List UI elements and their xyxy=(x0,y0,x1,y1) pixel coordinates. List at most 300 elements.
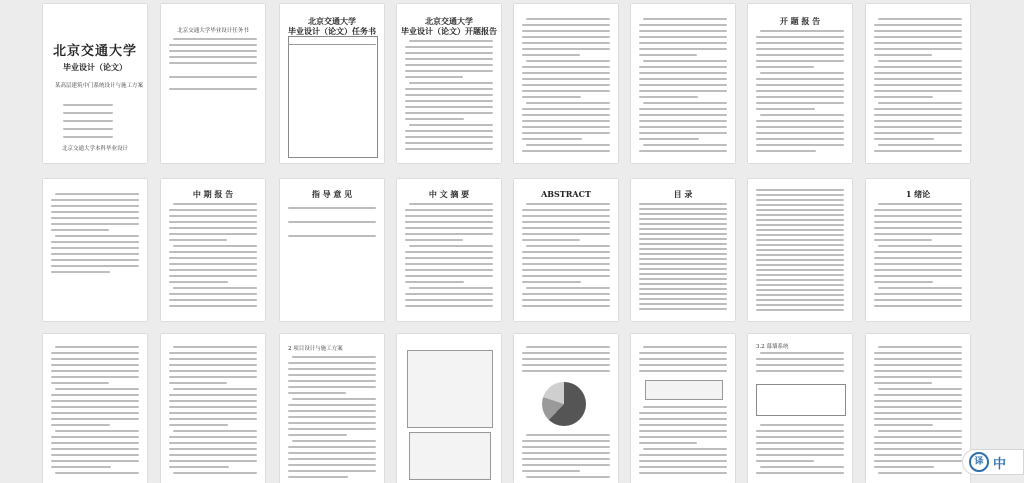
text-line xyxy=(522,370,610,372)
text-line xyxy=(405,305,493,307)
text-line xyxy=(639,108,727,110)
drawing-figure xyxy=(409,432,491,480)
text-line xyxy=(874,305,962,307)
text-line xyxy=(756,78,844,80)
text-line xyxy=(169,263,257,265)
text-line xyxy=(878,346,962,348)
text-line xyxy=(51,436,139,438)
text-line xyxy=(405,130,493,132)
text-line xyxy=(522,30,610,32)
text-line xyxy=(874,352,962,354)
text-line xyxy=(51,217,139,219)
text-line xyxy=(874,138,934,140)
text-line xyxy=(639,454,727,456)
text-line xyxy=(288,235,376,237)
text-line xyxy=(639,78,727,80)
text-line xyxy=(522,364,610,366)
text-line xyxy=(288,458,376,460)
text-line xyxy=(169,436,257,438)
page-thumbnail[interactable] xyxy=(280,334,384,483)
text-line xyxy=(169,376,257,378)
text-line xyxy=(405,281,464,283)
text-line xyxy=(169,233,257,235)
text-line xyxy=(874,275,962,277)
text-line xyxy=(639,258,727,260)
text-line xyxy=(169,448,257,450)
text-line xyxy=(522,126,610,128)
text-line xyxy=(639,30,727,32)
text-line xyxy=(51,271,110,273)
text-line xyxy=(643,102,727,104)
text-line xyxy=(874,30,962,32)
text-line xyxy=(639,412,727,414)
text-line xyxy=(639,213,727,215)
text-line xyxy=(878,18,962,20)
text-line xyxy=(55,430,139,432)
text-line xyxy=(405,299,493,301)
text-line xyxy=(522,440,610,442)
text-line xyxy=(169,406,257,408)
text-line xyxy=(526,144,610,146)
text-line xyxy=(405,257,493,259)
text-line xyxy=(522,233,610,235)
text-line xyxy=(639,42,727,44)
page-text: 2 项目设计与施工方案 xyxy=(288,346,343,352)
text-line xyxy=(639,96,698,98)
text-line xyxy=(874,36,962,38)
page-thumbnail[interactable] xyxy=(631,4,735,163)
text-line xyxy=(643,144,727,146)
text-line xyxy=(169,442,257,444)
text-line xyxy=(639,248,727,250)
text-line xyxy=(756,436,844,438)
table-rule xyxy=(288,44,376,45)
text-line xyxy=(288,452,376,454)
page-text: 毕业设计（论文）开题报告 xyxy=(401,26,497,36)
text-line xyxy=(51,253,139,255)
text-line xyxy=(169,394,257,396)
page-thumbnail[interactable] xyxy=(514,4,618,163)
text-line xyxy=(55,388,139,390)
text-line xyxy=(639,48,727,50)
text-line xyxy=(874,382,932,384)
text-line xyxy=(878,287,962,289)
page-thumbnail[interactable] xyxy=(866,334,970,483)
text-line xyxy=(756,294,844,296)
text-line xyxy=(639,263,727,265)
text-line xyxy=(405,209,493,211)
text-line xyxy=(639,66,727,68)
text-line xyxy=(169,299,257,301)
page-text: 3.2 幕墙系统 xyxy=(756,344,789,350)
text-line xyxy=(878,245,962,247)
text-line xyxy=(756,42,844,44)
text-line xyxy=(522,120,610,122)
text-line xyxy=(760,352,844,354)
text-line xyxy=(874,24,962,26)
page-thumbnail[interactable] xyxy=(161,4,265,163)
text-line xyxy=(756,60,844,62)
text-line xyxy=(760,424,844,426)
text-line xyxy=(405,118,464,120)
text-line xyxy=(169,400,257,402)
text-line xyxy=(405,239,463,241)
text-line xyxy=(756,48,844,50)
text-line xyxy=(874,90,962,92)
text-line xyxy=(288,422,376,424)
text-line xyxy=(639,288,727,290)
text-line xyxy=(756,244,844,246)
text-line xyxy=(874,42,962,44)
text-line xyxy=(288,221,376,223)
text-line xyxy=(51,418,139,420)
text-line xyxy=(878,388,962,390)
text-line xyxy=(756,430,844,432)
text-line xyxy=(288,374,376,376)
text-line xyxy=(288,362,376,364)
text-line xyxy=(522,72,610,74)
text-line xyxy=(522,84,610,86)
text-line xyxy=(405,70,493,72)
text-line xyxy=(639,283,727,285)
text-line xyxy=(169,56,257,58)
text-line xyxy=(756,36,844,38)
text-line xyxy=(639,90,727,92)
text-line xyxy=(639,84,727,86)
text-line xyxy=(643,60,727,62)
page-thumbnail[interactable] xyxy=(280,179,384,321)
text-line xyxy=(756,126,844,128)
page-thumbnail[interactable] xyxy=(631,334,735,483)
text-line xyxy=(55,346,139,348)
text-line xyxy=(522,239,580,241)
drawing-figure xyxy=(407,350,493,428)
text-line xyxy=(756,460,814,462)
text-line xyxy=(169,215,257,217)
text-line xyxy=(874,269,962,271)
text-line xyxy=(405,100,493,102)
page-thumbnail[interactable] xyxy=(43,4,147,163)
text-line xyxy=(874,54,932,56)
text-line xyxy=(878,144,962,146)
text-line xyxy=(756,209,844,211)
text-line xyxy=(169,275,257,277)
text-line xyxy=(639,228,727,230)
text-line xyxy=(405,142,493,144)
text-line xyxy=(169,454,257,456)
text-line xyxy=(51,241,139,243)
text-line xyxy=(288,476,348,478)
text-line xyxy=(639,24,727,26)
page-thumbnail[interactable] xyxy=(397,334,501,483)
text-line xyxy=(173,245,257,247)
language-toggle[interactable] xyxy=(962,449,1024,475)
page-thumbnail[interactable] xyxy=(631,179,735,321)
cover-field xyxy=(63,112,113,114)
page-thumbnail[interactable] xyxy=(514,179,618,321)
page-thumbnail[interactable] xyxy=(280,4,384,163)
text-line xyxy=(639,442,697,444)
text-line xyxy=(522,305,610,307)
text-line xyxy=(639,268,727,270)
text-line xyxy=(51,229,109,231)
text-line xyxy=(409,40,493,42)
text-line xyxy=(522,263,610,265)
page-thumbnail[interactable] xyxy=(43,334,147,483)
text-line xyxy=(169,352,257,354)
text-line xyxy=(639,278,727,280)
text-line xyxy=(639,303,727,305)
text-line xyxy=(639,370,727,372)
text-line xyxy=(288,434,347,436)
text-line xyxy=(756,364,844,366)
text-line xyxy=(405,148,493,150)
text-line xyxy=(405,136,493,138)
text-line xyxy=(874,227,962,229)
text-line xyxy=(526,434,610,436)
text-line xyxy=(756,229,844,231)
text-line xyxy=(288,380,376,382)
text-line xyxy=(522,275,610,277)
text-line xyxy=(756,138,844,140)
text-line xyxy=(522,96,581,98)
page-text: 北京交通大学毕业设计任务书 xyxy=(177,28,249,34)
text-line xyxy=(874,251,962,253)
text-line xyxy=(526,203,610,205)
text-line xyxy=(874,84,962,86)
text-line xyxy=(51,352,139,354)
text-line xyxy=(874,299,962,301)
text-line xyxy=(522,48,610,50)
text-line xyxy=(756,448,844,450)
text-line xyxy=(169,281,228,283)
text-line xyxy=(405,227,493,229)
text-line xyxy=(51,448,139,450)
text-line xyxy=(405,221,493,223)
text-line xyxy=(169,466,229,468)
text-line xyxy=(169,251,257,253)
text-line xyxy=(405,58,493,60)
text-line xyxy=(874,412,962,414)
text-line xyxy=(405,52,493,54)
text-line xyxy=(756,279,844,281)
text-line xyxy=(51,394,139,396)
text-line xyxy=(756,219,844,221)
text-line xyxy=(874,364,962,366)
text-line xyxy=(639,208,727,210)
text-line xyxy=(51,466,111,468)
text-line xyxy=(288,368,376,370)
text-line xyxy=(756,239,844,241)
text-line xyxy=(756,370,844,372)
text-line xyxy=(756,264,844,266)
text-line xyxy=(760,72,844,74)
table-figure xyxy=(645,380,723,400)
page-thumbnail[interactable] xyxy=(397,179,501,321)
text-line xyxy=(522,132,610,134)
text-line xyxy=(756,214,844,216)
text-line xyxy=(874,400,962,402)
text-line xyxy=(522,470,580,472)
text-line xyxy=(522,24,610,26)
text-line xyxy=(756,144,844,146)
page-thumbnail[interactable] xyxy=(514,334,618,483)
text-line xyxy=(639,150,727,152)
text-line xyxy=(639,352,727,354)
text-line xyxy=(878,203,962,205)
text-line xyxy=(288,416,376,418)
text-line xyxy=(522,42,610,44)
text-line xyxy=(756,204,844,206)
text-line xyxy=(405,76,463,78)
text-line xyxy=(874,436,962,438)
text-line xyxy=(756,274,844,276)
text-line xyxy=(756,120,844,122)
text-line xyxy=(51,265,139,267)
text-line xyxy=(639,273,727,275)
text-line xyxy=(526,476,610,478)
text-line xyxy=(639,293,727,295)
text-line xyxy=(522,458,610,460)
text-line xyxy=(169,221,257,223)
text-line xyxy=(526,60,610,62)
text-line xyxy=(169,293,257,295)
text-line xyxy=(874,406,962,408)
text-line xyxy=(51,205,139,207)
text-line xyxy=(522,114,610,116)
text-line xyxy=(874,424,933,426)
text-line xyxy=(51,454,139,456)
text-line xyxy=(526,102,610,104)
text-line xyxy=(756,269,844,271)
text-line xyxy=(169,460,257,462)
text-line xyxy=(169,50,257,52)
text-line xyxy=(51,364,139,366)
text-line xyxy=(409,124,493,126)
text-line xyxy=(874,150,962,152)
page-thumbnail[interactable] xyxy=(748,4,852,163)
text-line xyxy=(756,289,844,291)
text-line xyxy=(878,430,962,432)
text-line xyxy=(405,233,493,235)
text-line xyxy=(169,364,257,366)
text-line xyxy=(639,36,727,38)
text-line xyxy=(756,259,844,261)
text-line xyxy=(756,194,844,196)
text-line xyxy=(756,249,844,251)
page-text: 北京交通大学 xyxy=(308,16,356,26)
page-text: ABSTRACT xyxy=(541,189,591,199)
text-line xyxy=(639,436,727,438)
text-line xyxy=(169,62,257,64)
text-line xyxy=(405,269,493,271)
text-line xyxy=(173,287,257,289)
text-line xyxy=(169,305,257,307)
text-line xyxy=(55,472,139,474)
text-line xyxy=(756,150,816,152)
text-line xyxy=(874,96,933,98)
text-line xyxy=(405,275,493,277)
page-thumbnail[interactable] xyxy=(397,4,501,163)
text-line xyxy=(756,309,844,311)
text-line xyxy=(639,126,727,128)
text-line xyxy=(760,30,844,32)
text-line xyxy=(639,466,727,468)
text-line xyxy=(639,308,727,310)
text-line xyxy=(522,108,610,110)
text-line xyxy=(292,356,376,358)
text-line xyxy=(756,90,844,92)
text-line xyxy=(169,257,257,259)
text-line xyxy=(51,382,109,384)
text-line xyxy=(522,358,610,360)
text-line xyxy=(522,54,580,56)
text-line xyxy=(288,470,376,472)
text-line xyxy=(405,251,493,253)
text-line xyxy=(522,66,610,68)
cover-field xyxy=(63,120,113,122)
text-line xyxy=(643,448,727,450)
translate-icon: 译 xyxy=(969,452,989,472)
text-line xyxy=(756,284,844,286)
text-line xyxy=(874,239,932,241)
page-thumbnail[interactable] xyxy=(161,179,265,321)
text-line xyxy=(756,304,844,306)
page-thumbnail[interactable] xyxy=(866,4,970,163)
text-line xyxy=(522,36,610,38)
cover-field xyxy=(63,136,113,138)
language-toggle-label: 中 xyxy=(993,456,1007,472)
text-line xyxy=(522,257,610,259)
text-line xyxy=(522,269,610,271)
text-line xyxy=(522,293,610,295)
text-line xyxy=(874,442,962,444)
text-line xyxy=(874,78,962,80)
text-line xyxy=(874,460,962,462)
text-line xyxy=(639,472,727,474)
text-line xyxy=(522,78,610,80)
text-line xyxy=(173,430,257,432)
page-text: 目 录 xyxy=(673,189,693,199)
page-thumbnail[interactable] xyxy=(748,179,852,321)
text-line xyxy=(292,440,376,442)
text-line xyxy=(639,364,727,366)
text-line xyxy=(639,358,727,360)
text-line xyxy=(756,454,844,456)
text-line xyxy=(756,472,844,474)
text-line xyxy=(409,245,493,247)
page-thumbnail[interactable] xyxy=(161,334,265,483)
page-thumbnail[interactable] xyxy=(748,334,852,483)
text-line xyxy=(874,281,933,283)
text-line xyxy=(169,88,257,90)
text-line xyxy=(288,446,376,448)
text-line xyxy=(288,464,376,466)
page-thumbnail[interactable] xyxy=(866,179,970,321)
text-line xyxy=(526,287,610,289)
text-line xyxy=(878,472,962,474)
page-text: 指 导 意 见 xyxy=(311,189,353,199)
text-line xyxy=(169,370,257,372)
text-line xyxy=(874,48,962,50)
text-line xyxy=(405,106,493,108)
text-line xyxy=(756,84,844,86)
text-line xyxy=(51,358,139,360)
text-line xyxy=(874,394,962,396)
text-line xyxy=(51,460,139,462)
page-thumbnail[interactable] xyxy=(43,179,147,321)
text-line xyxy=(51,199,139,201)
